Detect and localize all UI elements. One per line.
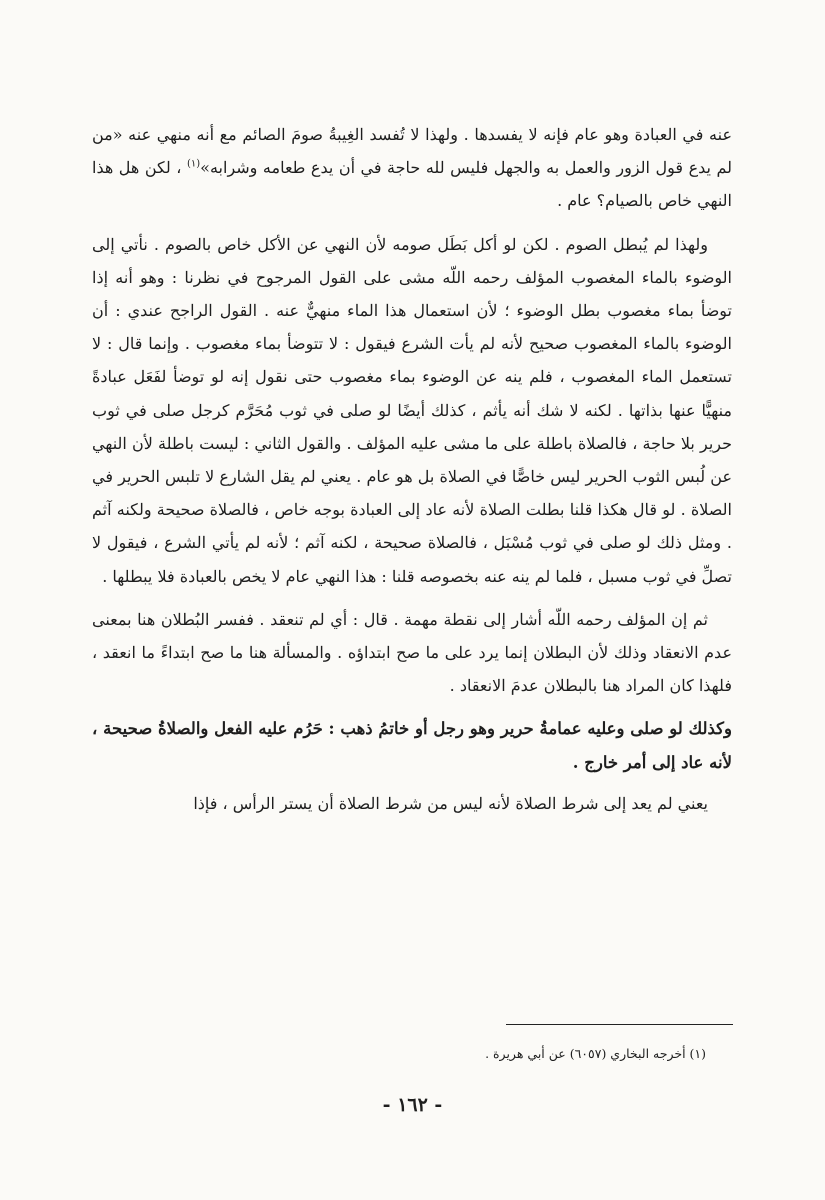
footnote-separator [506,1024,733,1025]
footnote: (١) أخرجه البخاري (٦٠٥٧) عن أبي هريرة . [485,1046,706,1061]
main-text [92,118,732,820]
paragraph-1 [92,118,732,218]
page-number: - ١٦٢ - [382,1094,443,1116]
paragraph-2: ولهذا لم يُبطل الصوم . لكن لو أكل بَطَل صومه لأن النهي عن الأكل خاص بالصوم . نأتي إلى الوضوء بالماء المغصوب المؤلف رحمه اللّه مشى على القول المرجوح في نظرنا : وهو أنه إذا توضأ بماء مغصوب بطل الوضوء ؛ لأن استعمال هذا الماء منهيٌّ عنه . القول الراجح عندي : أن الوضوء بالماء المغصوب صحيح لأنه لم يأت الشرع فيقول : لا تتوضأ بماء مغصوب . وإنما قال : لا تستعمل الماء المغصوب ، فلم ينه عن الوضوء بماء مغصوب حتى نقول إنه لو توضأ لفَعَل عبادةً منهيًّا عنها بذاتها . لكنه لا شك أنه يأثم ، كذلك أيضًا لو صلى في ثوب مُحَرَّم كرجل صلى في ثوب حرير بلا حاجة ، فالصلاة باطلة على ما مشى عليه المؤلف . والقول الثاني : ليست باطلة لأن النهي عن لُبس الثوب الحرير ليس خاصًّا في الصلاة بل هو عام . يعني لم يقل الشارع لا تلبس الحرير في الصلاة . لو قال هكذا قلنا بطلت الصلاة لأنه عاد إلى العبادة بوجه خاص ، فالصلاة صحيحة ولكنه آثم . ومثل ذلك لو صلى في ثوب مُسْبَل ، فالصلاة صحيحة ، لكنه آثم ؛ لأنه لم يأتي الشرع ، فيقول لا تصلِّ في ثوب مسبل ، فلما لم ينه عنه بخصوصه قلنا : هذا النهي عام لا يخص بالعبادة فلا يبطلها . [92,234,733,586]
matn-paragraph: وكذلك لو صلى وعليه عمامةُ حرير وهو رجل أو خاتمُ ذهب : حَرُم عليه الفعل والصلاةُ صحيحة ، لأنه عاد إلى أمر خارج . [92,719,732,772]
paragraph-1-tail: ، لكن هل هذا النهي خاص بالصيام؟ عام . [92,158,732,211]
paragraph-1-text: عنه في العبادة وهو عام فإنه لا يفسدها . ولهذا لا تُفسد الغِيبةُ صومَ الصائم مع أنه منهي عنه «من لم يدع قول الزور والعمل به والجهل فليس لله حاجة في أن يدع طعامه وشرابه» [92,125,733,178]
paragraph-3: ثم إن المؤلف رحمه اللّه أشار إلى نقطة مهمة . قال : أي لم تنعقد . ففسر البُطلان هنا بمعنى عدم الانعقاد وذلك لأن البطلان إنما يرد على ما صح ابتداؤه . والمسألة هنا ما صح ابتداءً ما انعقد ، فلهذا كان المراد هنا بالبطلان عدمَ الانعقاد . [92,609,732,696]
paragraph-5: يعني لم يعد إلى شرط الصلاة لأنه ليس من شرط الصلاة أن يستر الرأس ، فإذا [193,793,708,813]
footnote-reference: (١) [186,158,201,170]
